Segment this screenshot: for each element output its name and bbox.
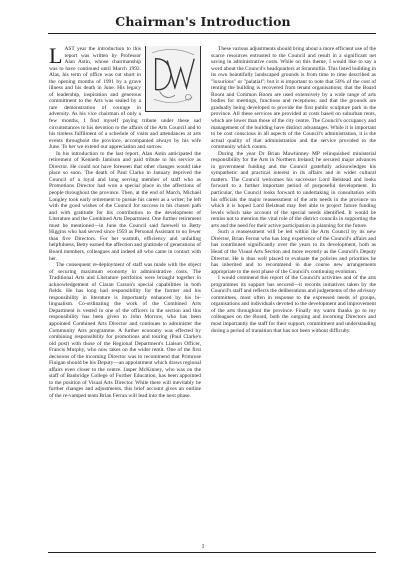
- left-column: [49, 46, 201, 546]
- top-rule: [48, 33, 376, 34]
- right-column: [211, 46, 376, 546]
- paragraph: These various adjustments should bring about a more efficient use of the scarce resources entrusted to the Council and result in a significant net saving in administrative costs. While on this theme, I would like to say a word about the Council's headquarters at Stranmillis. This listed building in its own beautifully landscaped grounds is from time to time described as "luxurious" or "palatial"; but it is important to note that 50% of the cost of renting the building is recovered from tenant organisations; that the Board Room and Common Room are used extensively by a wide range of arts bodies for meetings, functions and receptions; and that the grounds are gradually being developed to provide the first public sculpture park in the province. All these services are provided at costs based on suburban rents, which are lower than those of the city centre. The Council's occupancy and management of the building have distinct advantages. While it is important to be cost conscious in all aspects of the Council's administration, it is the actual quality of that administration and the service provided to the community which counts.: [211, 46, 376, 151]
- paragraph: LAST year the introduction to this report was written by Professor Alan Astin, whose chairmanship was to have continued until March 1992. Alas, his term of office was cut short in the opening months of 1991 by a grave illness and his death in June. His legacy of leadership, inspiration and generous commitment to the Arts was sealed by a rare demonstration of courage in adversity. As his vice chairman of only a few months, I find myself paying tribute under these sad circumstances to his devotion to the affairs of the Arts Council and to his tireless fulfilment of a schedule of visits and attendances at arts events throughout the province, accompanied always by his wife June. To her we extend our appreciation and sorrow.: [49, 46, 201, 151]
- page-title: Chairman's Introduction: [115, 14, 291, 29]
- paragraph: In his introduction to the last report, Alan Astin anticipated the retirement of Kenneth Jamison and paid tribute to his service as Director. He could not have foreseen that other changes would take place so soon. The death of Paul Clarke in January deprived the Council of a loyal and long serving member of staff who as Promotions Director had won a special place in the affections of people throughout the province. Then, at the end of March, Michael Longley took early retirement to pursue his career as a writer; he left with the good wishes of the Council for success in his chosen path and with gratitude for his contribution to the development of Literature and the Combined Arts Department. One further retirement must be mentioned—in June the Council said farewell to Betty Higgins who had served since 1959 as Personal Assistant to no fewer than five Directors. For her warmth, efficiency and unfailing helpfulness, Betty earned the affection and gratitude of generations of Board members, colleagues and indeed all who came in contact with her.: [49, 150, 201, 262]
- monogram-image: [146, 46, 200, 111]
- paragraph: The consequent re-deployment of staff was made with the object of securing maximum economy in administrative costs. The Traditional Arts and Literature portfolios were brought together in acknowledgement of Ciaran Carson's special capabilities in both fields. He has long had responsibility for the former and his responsibility in literature is importantly enhanced by his bi-lingualism. Co-ordinating the work of the Combined Arts Department is vested in one of the officers in the section and this responsibility has been given to John Morrow, who has been appointed Combined Arts Director and continues to administer the Community Arts programme. A further economy was effected by combining responsibility for promotions and touring (Paul Clarke's old post) with those of the Regional Department's Liaison Officer, Francis Murphy, who now takes on the wider remit. One of the first decisions of the incoming Director was to recommend that Primrose Finigan should be his Deputy—an appointment which draws regional affairs even closer to the centre. Jasper McKinney, who was on the staff of Banbridge College of Further Education, has been appointed to the position of Visual Arts Director. While there will inevitably be further changes and adjustments, this brief account gives an outline of the re-vamped team Brian Ferran will lead into the next phase.: [49, 262, 201, 399]
- page-number: 1: [0, 544, 406, 550]
- bottom-rule: [48, 552, 376, 553]
- paragraph: During the year Dr Brian Mawhinney MP relinquished ministerial responsibility for the Arts in Northern Ireland; he secured major advances in government funding and the Council gratefully acknowledges his sympathetic and practical interest in its affairs and in wider cultural matters. The Council welcomes his successor Lord Belstead and looks forward to a further important period of purposeful development. In particular, the Council looks forward to undertaking in consultation with his officials the major reassessment of the arts needs in the province on which it is hoped Lord Belstead may feel able to project future funding levels which take account of the special needs identified. It would be remiss not to mention the vital role of the district councils in supporting the arts and the need for their active participation in planning for the future.: [211, 150, 376, 229]
- drop-cap: L: [49, 46, 63, 68]
- paragraph: Such a reassessment will be led within the Arts Council by its new Director, Brian Ferran who has long experience of the Council's affairs and has contributed significantly over the years to its development, both as Head of the Visual Arts Section and more recently as the Council's Deputy Director. He is thus well placed to evaluate the policies and priorities he has inherited and to recommend in due course new arrangements appropriate to the next phase of the Council's continuing evolution.: [211, 229, 376, 275]
- monogram-figure: [145, 46, 201, 112]
- paragraph: I would commend this report of the Council's activities and of the arts programmes its support has secured—it records initiatives taken by the Council's staff and reflects the deliberations and judgements of the advisory committees, most often in response to the expressed needs of groups, organisations and individuals devoted to the development and improvement of the arts throughout the province. Finally my warm thanks go to my colleagues on the Board, both the outgoing and incoming Directors and most importantly the staff for their support, commitment and understanding during a period of transition that has not been without difficulty.: [211, 275, 376, 334]
